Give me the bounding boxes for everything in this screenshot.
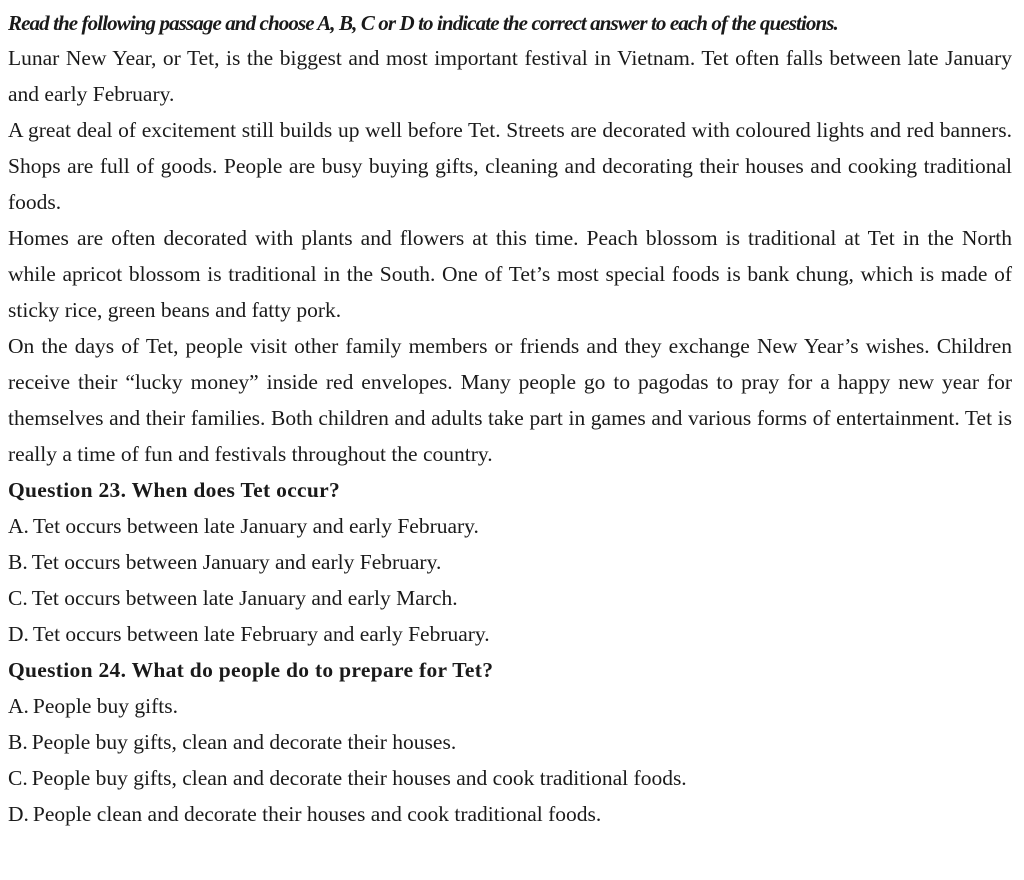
option-text: People buy gifts.	[32, 694, 179, 718]
question-title: Question 24. What do people do to prepare for Tet?	[8, 658, 494, 682]
question-23	[8, 472, 1012, 652]
worksheet-page	[8, 8, 1012, 832]
answer-option-a	[8, 508, 1012, 544]
answer-option-a	[8, 688, 1012, 724]
passage-paragraph: Lunar New Year, or Tet, is the biggest and most important festival in Vietnam. Tet often falls between late January and early February.	[8, 46, 1012, 106]
answer-option-b	[8, 544, 1012, 580]
answer-option-d	[8, 616, 1012, 652]
option-text: People buy gifts, clean and decorate their houses.	[31, 730, 457, 754]
answer-option-c	[8, 760, 1012, 796]
passage-paragraph: A great deal of excitement still builds up well before Tet. Streets are decorated with coloured lights and red banners. Shops are full of goods. People are busy buying gifts, cleaning and decorating their houses and cooking traditional foods.	[8, 118, 1012, 214]
reading-passage	[8, 40, 1012, 472]
option-text: Tet occurs between late January and early March.	[31, 586, 458, 610]
option-letter: B.	[8, 730, 28, 754]
option-letter: C.	[8, 586, 28, 610]
option-text: Tet occurs between January and early February.	[31, 550, 442, 574]
option-text: People buy gifts, clean and decorate their houses and cook traditional foods.	[31, 766, 687, 790]
option-letter: A.	[8, 514, 29, 538]
option-letter: D.	[8, 802, 29, 826]
option-letter: D.	[8, 622, 29, 646]
instruction-text: Read the following passage and choose A, B, C or D to indicate the correct answer to each of the questions.	[8, 11, 838, 35]
option-text: People clean and decorate their houses and cook traditional foods.	[32, 802, 602, 826]
option-text: Tet occurs between late February and early February.	[32, 622, 490, 646]
option-letter: B.	[8, 550, 28, 574]
question-24	[8, 652, 1012, 832]
option-text: Tet occurs between late January and early February.	[32, 514, 479, 538]
passage-paragraph: On the days of Tet, people visit other family members or friends and they exchange New Year’s wishes. Children receive their “lucky money” inside red envelopes. Many people go to pagodas to pray for a happy new year for themselves and their families. Both children and adults take part in games and various forms of entertainment. Tet is really a time of fun and festivals throughout the country.	[8, 334, 1012, 466]
question-title: Question 23. When does Tet occur?	[8, 478, 341, 502]
answer-option-d	[8, 796, 1012, 832]
option-letter: A.	[8, 694, 29, 718]
passage-paragraph: Homes are often decorated with plants and flowers at this time. Peach blossom is traditional at Tet in the North while apricot blossom is traditional in the South. One of Tet’s most special foods is bank chung, which is made of sticky rice, green beans and fatty pork.	[8, 226, 1012, 322]
option-letter: C.	[8, 766, 28, 790]
answer-option-c	[8, 580, 1012, 616]
answer-option-b	[8, 724, 1012, 760]
